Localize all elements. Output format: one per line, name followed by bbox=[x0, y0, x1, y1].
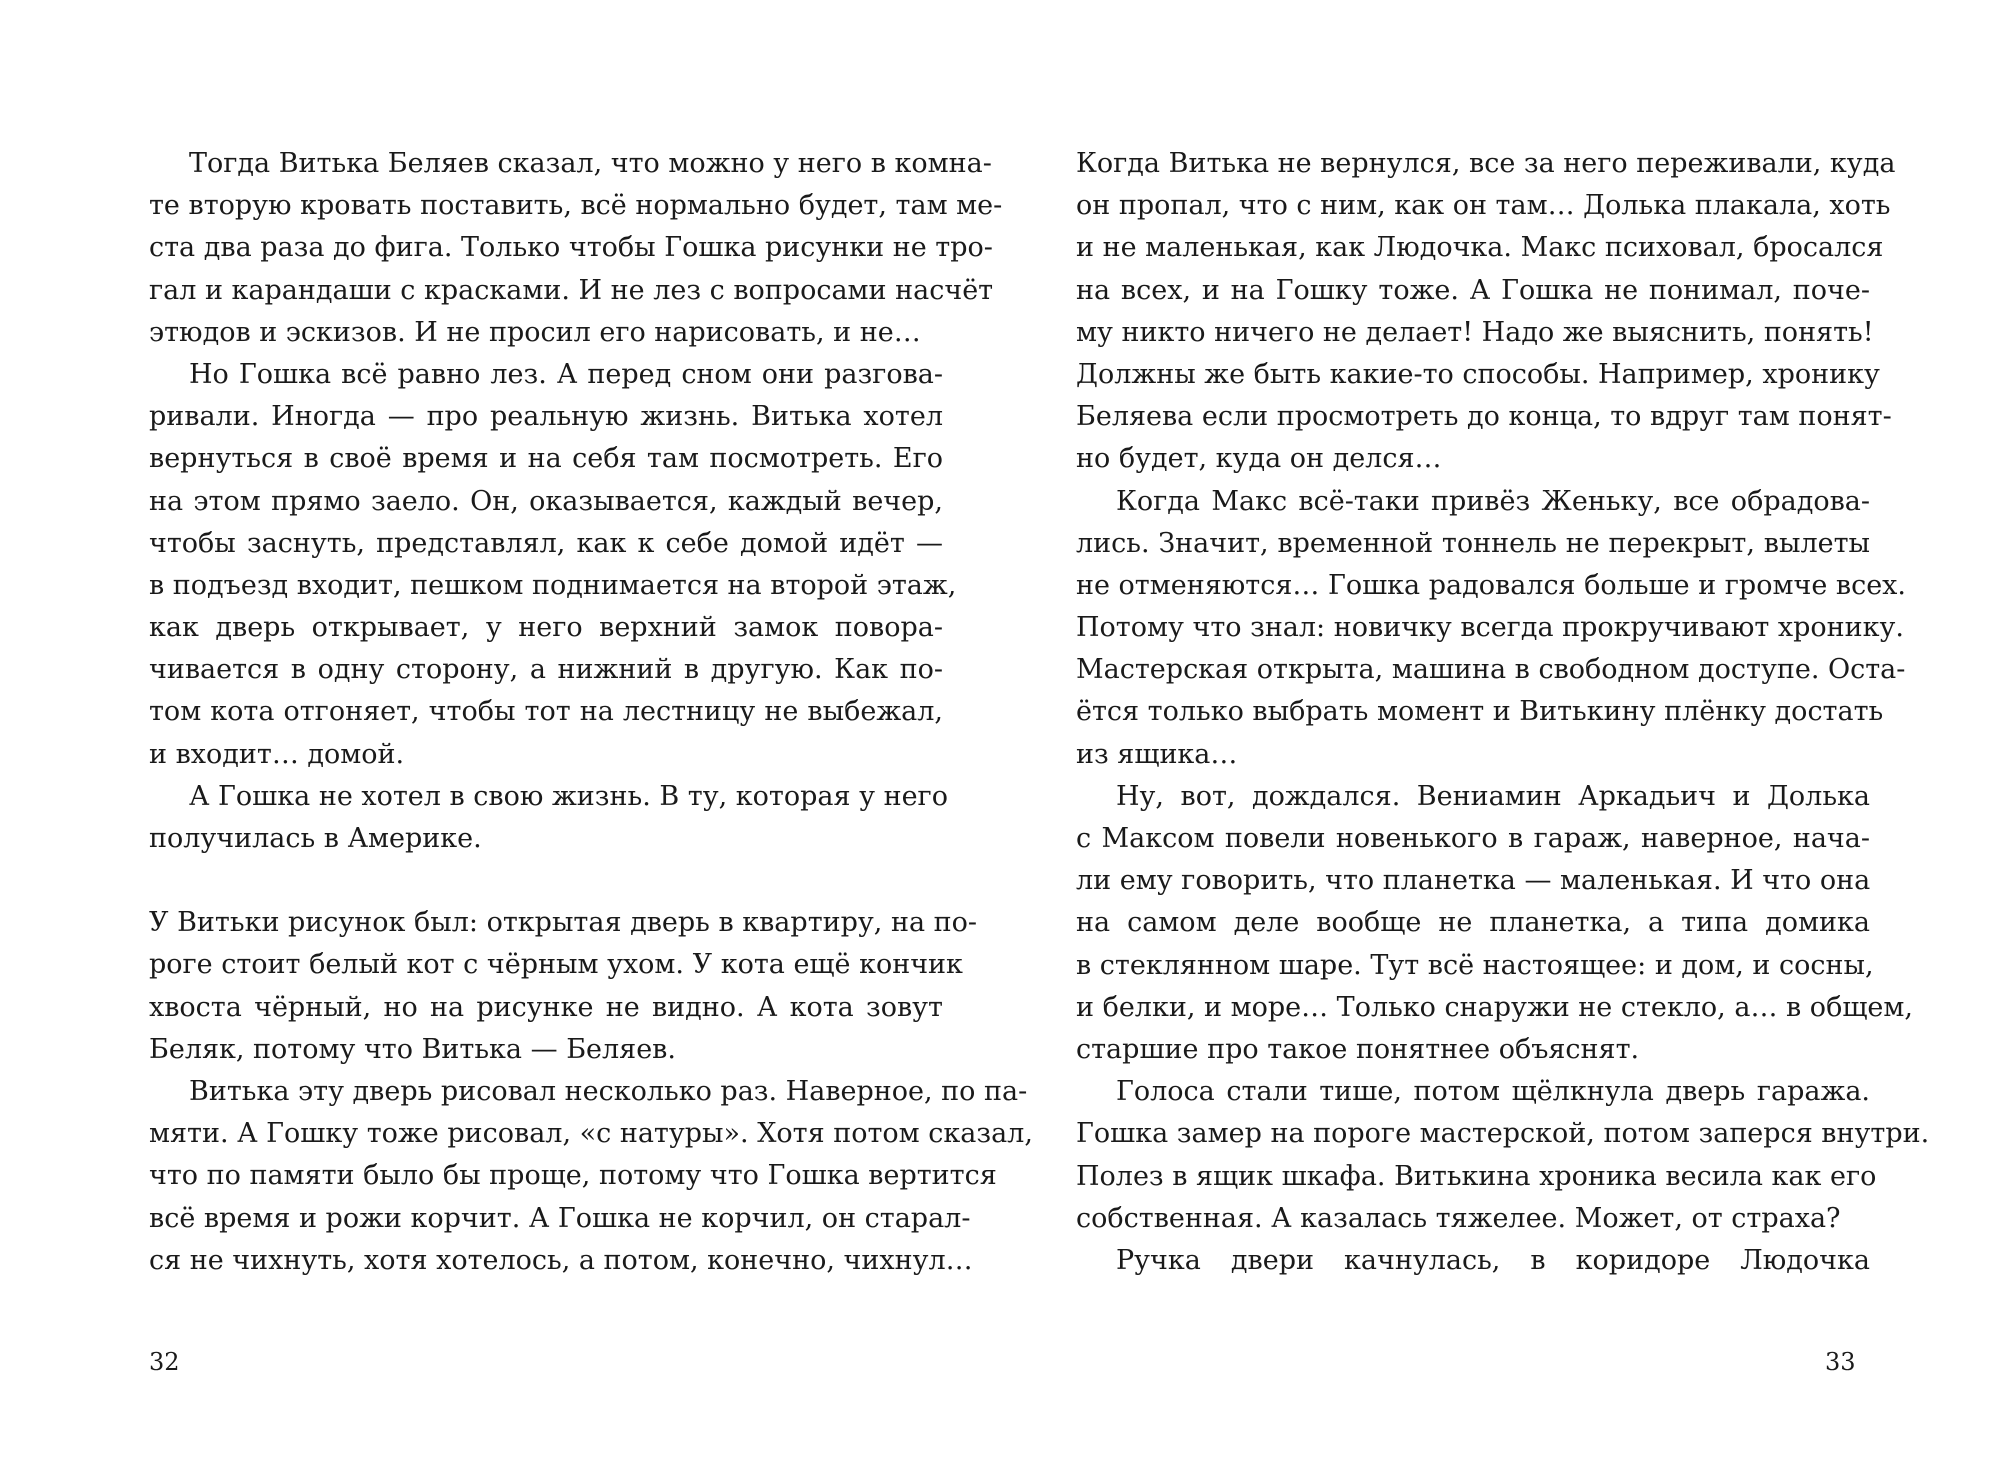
text-line: ли ему говорить, что планетка — маленькая. И что она bbox=[1076, 865, 1871, 897]
text-line: Голоса стали тише, потом щёлкнула дверь гаража. bbox=[1116, 1076, 1870, 1108]
text-line: чтобы заснуть, представлял, как к себе домой идёт — bbox=[149, 527, 943, 559]
text-line: ривали. Иногда — про реальную жизнь. Витька хотел bbox=[149, 401, 943, 433]
text-line: чивается в одну сторону, а нижний в другую. Как по- bbox=[149, 654, 943, 686]
section-break bbox=[149, 860, 943, 902]
text-line: на всех, и на Гошку тоже. А Гошка не понимал, поче- bbox=[1076, 274, 1870, 306]
text-line: Когда Макс всё-таки привёз Женьку, все обрадова- bbox=[1116, 485, 1870, 517]
text-line: Когда Витька не вернулся, все за него переживали, куда bbox=[1076, 148, 1896, 179]
text-line: Витька эту дверь рисовал несколько раз. Наверное, по па- bbox=[189, 1075, 1028, 1107]
text-line: но будет, куда он делся… bbox=[1076, 443, 1442, 475]
text-line: вернуться в своё время и на себя там посмотреть. Его bbox=[149, 443, 943, 475]
text-line: Должны же быть какие-то способы. Например, хронику bbox=[1076, 358, 1880, 390]
text-line: ся не чихнуть, хотя хотелось, а потом, конечно, чихнул… bbox=[149, 1244, 973, 1276]
text-line: этюдов и эскизов. И не просил его нарисовать, и не… bbox=[149, 316, 921, 348]
page-number-left: 32 bbox=[149, 1348, 180, 1376]
text-line: на этом прямо заело. Он, оказывается, каждый вечер, bbox=[149, 485, 943, 517]
text-line: гал и карандаши с красками. И не лез с вопросами насчёт bbox=[149, 274, 994, 306]
text-line: У Витьки рисунок был: открытая дверь в квартиру, на по- bbox=[149, 907, 978, 939]
text-line: том кота отгоняет, чтобы тот на лестницу не выбежал, bbox=[149, 696, 943, 728]
text-line: из ящика… bbox=[1076, 738, 1238, 770]
text-line: и входит… домой. bbox=[149, 738, 405, 770]
text-line: му никто ничего не делает! Надо же выяснить, понять! bbox=[1076, 316, 1874, 348]
text-line: А Гошка не хотел в свою жизнь. В ту, которая у него bbox=[189, 780, 948, 812]
text-line: получилась в Америке. bbox=[149, 823, 482, 854]
text-line: Ну, вот, дождался. Вениамин Аркадьич и Долька bbox=[1116, 780, 1870, 812]
text-line: всё время и рожи корчит. А Гошка не корчил, он старал- bbox=[149, 1202, 971, 1234]
text-line: он пропал, что с ним, как он там… Долька плакала, хоть bbox=[1076, 190, 1891, 222]
text-line: в подъезд входит, пешком поднимается на второй этаж, bbox=[149, 569, 957, 601]
text-line: с Максом повели новенького в гараж, наверное, нача- bbox=[1076, 823, 1870, 854]
text-line: ста два раза до фига. Только чтобы Гошка рисунки не тро- bbox=[149, 232, 993, 264]
text-line: лись. Значит, временной тоннель не перекрыт, вылеты bbox=[1076, 527, 1870, 559]
page-number-right: 33 bbox=[1825, 1348, 1856, 1376]
text-line: Но Гошка всё равно лез. А перед сном они разгова- bbox=[189, 358, 943, 390]
text-line: Потому что знал: новичку всегда прокручивают хронику. bbox=[1076, 612, 1904, 644]
text-line: в стеклянном шаре. Тут всё настоящее: и дом, и сосны, bbox=[1076, 949, 1874, 981]
text-line: и не маленькая, как Людочка. Макс психовал, бросался bbox=[1076, 232, 1884, 264]
text-line: собственная. А казалась тяжелее. Может, от страха? bbox=[1076, 1202, 1841, 1234]
text-line: Мастерская открыта, машина в свободном доступе. Оста- bbox=[1076, 654, 1906, 686]
text-line: роге стоит белый кот с чёрным ухом. У кота ещё кончик bbox=[149, 949, 963, 981]
text-line: Гошка замер на пороге мастерской, потом заперся внутри. bbox=[1076, 1118, 1930, 1150]
text-line: хвоста чёрный, но на рисунке не видно. А кота зовут bbox=[149, 991, 943, 1023]
text-line: Полез в ящик шкафа. Витькина хроника весила как его bbox=[1076, 1160, 1877, 1192]
text-line: ётся только выбрать момент и Витькину плёнку достать bbox=[1076, 696, 1884, 728]
right-page-text bbox=[1076, 143, 1930, 1282]
text-line: старшие про такое понятнее объяснят. bbox=[1076, 1033, 1640, 1065]
text-line: Ручка двери качнулась, в коридоре Людочка bbox=[1116, 1244, 1870, 1276]
text-line: Беляк, потому что Витька — Беляев. bbox=[149, 1033, 676, 1065]
text-line: Беляева если просмотреть до конца, то вдруг там понят- bbox=[1076, 401, 1892, 433]
text-line: те вторую кровать поставить, всё нормально будет, там ме- bbox=[149, 190, 1003, 222]
text-line: мяти. А Гошку тоже рисовал, «с натуры». Хотя потом сказал, bbox=[149, 1118, 1033, 1150]
text-line: как дверь открывает, у него верхний замок повора- bbox=[149, 612, 943, 644]
text-line: Тогда Витька Беляев сказал, что можно у него в комна- bbox=[189, 148, 992, 179]
left-page-text bbox=[149, 143, 1033, 1282]
text-line: не отменяются… Гошка радовался больше и громче всех. bbox=[1076, 569, 1906, 601]
text-line: что по памяти было бы проще, потому что Гошка вертится bbox=[149, 1160, 997, 1192]
text-line: на самом деле вообще не планетка, а типа домика bbox=[1076, 907, 1870, 939]
text-line: и белки, и море… Только снаружи не стекло, а… в общем, bbox=[1076, 991, 1913, 1023]
